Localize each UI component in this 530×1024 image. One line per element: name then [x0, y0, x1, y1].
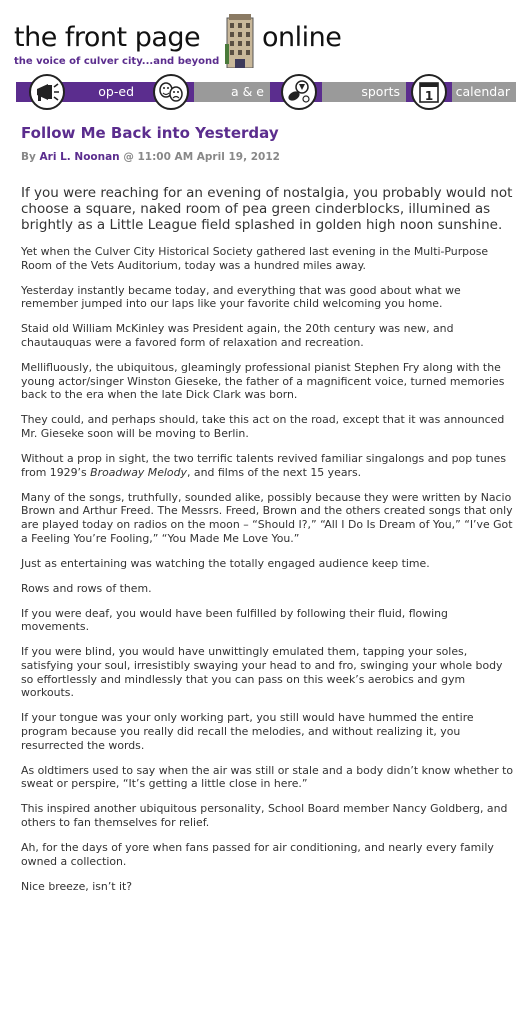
film-title: Broadway Melody [90, 465, 187, 479]
megaphone-icon[interactable] [28, 73, 66, 111]
article-paragraph: As oldtimers used to say when the air was still or stale and a body didn’t know whether to sweat or perspire, “It’s getting a little close in here.” [21, 763, 514, 791]
article-paragraph: Many of the songs, truthfully, sounded alike, possibly because they were written by Nacio Brown and Arthur Freed. The Messrs. Freed, Brown and the others created songs that only are played today on radios on the moon – “Should I?,” “All I Do Is Dream of You,” “I’ve Got a Feeling You’re Fooling,” “You Made Me Love You.” [21, 490, 513, 545]
byline [21, 151, 517, 163]
svg-text:1: 1 [424, 89, 434, 103]
article-paragraph: Yesterday instantly became today, and everything that was good about what we remember jumped into our laps like your favorite child welcoming you home. [21, 283, 461, 311]
article-paragraph: Just as entertaining was watching the totally engaged audience keep time. [21, 556, 430, 570]
nav-item-a-and-e[interactable]: a & e [194, 82, 270, 102]
site-title-left[interactable]: the front page [14, 22, 201, 53]
article-title[interactable]: Follow Me Back into Yesterday [21, 124, 279, 142]
article-paragraph: Ah, for the days of yore when fans passed for air conditioning, and nearly every family owned a collection. [21, 841, 494, 868]
article-paragraph: This inspired another ubiquitous personality, School Board member Nancy Goldberg, and others to fan themselves for relief. [21, 802, 508, 829]
calendar-icon[interactable] [410, 73, 448, 111]
article-paragraph: Rows and rows of them. [21, 581, 152, 595]
article-paragraph-films [21, 452, 517, 479]
article-paragraph: Nice breeze, isn’t it? [21, 879, 133, 893]
article-paragraph: If your tongue was your only working part, you still would have hummed the entire program because you really did recall the melodies, and without realizing it, you resurrected the words. [21, 711, 474, 752]
byline-prefix: By [21, 151, 36, 163]
theater-masks-icon[interactable] [152, 73, 190, 111]
masthead [12, 10, 522, 66]
article-paragraph: Yet when the Culver City Historical Society gathered last evening in the Multi-Purpose Room of the Vets Auditorium, today was a hundred miles away. [21, 245, 489, 272]
site-title-right[interactable]: online [262, 22, 342, 53]
author-link[interactable]: Ari L. Noonan [39, 151, 120, 163]
article-paragraph: If you were deaf, you would have been fulfilled by following their fluid, flowing movements. [21, 606, 448, 634]
byline-date: @ 11:00 AM April 19, 2012 [123, 151, 280, 163]
article [21, 124, 517, 905]
section-nav [16, 73, 516, 111]
film-para-text-after: , and films of the next 15 years. [186, 465, 362, 479]
building-logo-icon [225, 14, 255, 68]
article-paragraph: Mellifluously, the ubiquitous, gleamingly professional pianist Stephen Fry along with the young actor/singer Winston Gieseke, the father of a magnificent voice, turned memories back to the era when the late Dick Clark was born. [21, 361, 505, 402]
nav-item-op-ed[interactable]: op-ed [98, 84, 134, 99]
nav-item-calendar[interactable]: calendar [452, 82, 516, 102]
sports-balls-icon[interactable] [280, 73, 318, 111]
tagline: the voice of culver city...and beyond [14, 56, 220, 67]
article-paragraph: They could, and perhaps should, take this act on the road, except that it was announced Mr. Gieseke soon will be moving to Berlin. [21, 413, 505, 440]
article-lede: If you were reaching for an evening of nostalgia, you probably would not choose a square, naked room of pea green cinderblocks, illumined as brightly as a Little League field splashed in golden high noon sunshine. [21, 185, 513, 233]
article-paragraph: Staid old William McKinley was President again, the 20th century was new, and chautauquas were a favored form of relaxation and recreation. [21, 322, 454, 349]
nav-item-sports[interactable]: sports [322, 82, 406, 102]
article-paragraph: If you were blind, you would have unwittingly emulated them, tapping your soles, satisfying your soul, irresistibly swaying your head to and fro, swinging your whole body so effortlessly and mindlessly that you can pass on this week’s aerobics and gym workouts. [21, 645, 503, 700]
film-para-text-before: Without a prop in sight, the two terrific talents revived familiar singalongs and pop tunes from 1929’s [21, 452, 507, 479]
